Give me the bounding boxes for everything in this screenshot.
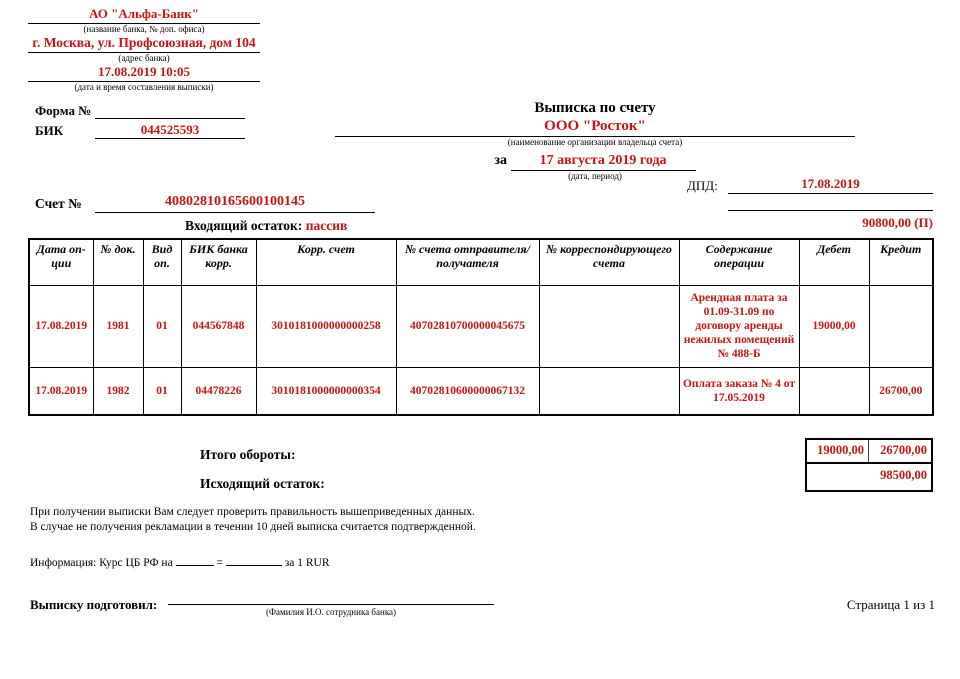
col-header-corr-account: № корреспондирующего счета: [539, 239, 679, 285]
exchange-rate-tail: за 1 RUR: [284, 557, 330, 569]
turnover-row: [807, 440, 931, 464]
cell-bik: 044567848: [181, 285, 256, 367]
closing-balance-label: Исходящий остаток:: [200, 476, 325, 491]
period-field: [511, 152, 696, 171]
bank-address-line: [28, 35, 260, 53]
col-header-debit: Дебет: [799, 239, 869, 285]
bik-label: БИК: [35, 123, 64, 138]
col-header-corr: Корр. счет: [256, 239, 396, 285]
statement-datetime-caption: (дата и время составления выписки): [74, 82, 214, 92]
col-header-credit: Кредит: [869, 239, 933, 285]
cell-credit: [869, 285, 933, 367]
dpd-label: ДПД:: [687, 178, 718, 193]
org-name-caption: (наименование организации владельца счета): [507, 137, 683, 147]
page-number: Страница 1 из 1: [846, 597, 935, 612]
opening-balance-row: [185, 218, 347, 234]
exchange-rate-label: Информация: Курс ЦБ РФ на: [30, 557, 173, 569]
opening-balance-label: Входящий остаток:: [185, 218, 303, 233]
turnover-credit: 26700,00: [880, 443, 927, 457]
cell-account: 40702810700000045675: [396, 285, 539, 367]
table-row: [29, 367, 933, 415]
org-name: ООО "Росток": [544, 118, 646, 134]
cell-doc: 1981: [93, 285, 143, 367]
bank-address-caption: (адрес банка): [118, 53, 170, 63]
exchange-rate-value-blank: [226, 555, 282, 566]
cell-debit: [799, 367, 869, 415]
statement-datetime: 17.08.2019 10:05: [97, 64, 191, 79]
col-header-doc: № док.: [93, 239, 143, 285]
col-header-description: Содержание операции: [679, 239, 799, 285]
cell-op-type: 01: [143, 367, 181, 415]
opening-balance-line: [728, 203, 933, 211]
cell-op-type: 01: [143, 285, 181, 367]
period-prefix: за: [494, 153, 508, 168]
cell-doc: 1982: [93, 367, 143, 415]
cell-date: 17.08.2019: [29, 367, 93, 415]
statement-title: Выписка по счету: [534, 100, 656, 116]
org-name-line: [335, 117, 855, 137]
account-number-value: 40802810165600100145: [165, 194, 305, 209]
title-block: [335, 100, 855, 182]
turnover-label: Итого обороты:: [200, 447, 296, 462]
period-row: [335, 152, 855, 171]
dpd-value: 17.08.2019: [801, 176, 860, 191]
cell-corr: 3010181000000000258: [256, 285, 396, 367]
operations-table: [28, 238, 934, 416]
form-number-field: [95, 102, 245, 119]
bik-field: [95, 122, 245, 139]
period-caption: (дата, период): [568, 171, 622, 181]
verification-note-2: В случае не получения рекламации в течении 10 дней выписка считается подтвержденной.: [30, 521, 476, 533]
closing-balance-value: 98500,00: [880, 468, 927, 482]
cell-corr-account: [539, 367, 679, 415]
opening-balance-amount: 90800,00 (П): [862, 215, 933, 230]
bank-address: г. Москва, ул. Профсоюзная, дом 104: [32, 35, 256, 50]
col-header-op-type: Вид оп.: [143, 239, 181, 285]
statement-datetime-line: [28, 64, 260, 82]
bank-name-line: [28, 6, 260, 24]
prepared-by-signature-line: [168, 592, 494, 605]
table-row: [29, 285, 933, 367]
opening-balance-type: пассив: [305, 218, 348, 233]
bank-name-caption: (название банка, № доп. офиса): [83, 24, 205, 34]
prepared-by-caption: (Фамилия И.О. сотрудника банка): [265, 607, 397, 617]
form-number-label: Форма №: [35, 103, 92, 118]
exchange-rate-line: [30, 555, 330, 571]
prepared-by-label: Выписку подготовил:: [30, 597, 158, 612]
equals-sign: =: [216, 557, 223, 569]
turnover-debit: 19000,00: [807, 440, 869, 462]
totals-box: [805, 438, 933, 492]
cell-corr: 3010181000000000354: [256, 367, 396, 415]
bank-header: [28, 6, 260, 93]
col-header-bik: БИК банка корр.: [181, 239, 256, 285]
cell-account: 40702810600000067132: [396, 367, 539, 415]
col-header-date: Дата оп-ции: [29, 239, 93, 285]
table-header-row: [29, 239, 933, 285]
period-value: 17 августа 2019 года: [539, 153, 667, 168]
cell-description: Арендная плата за 01.09-31.09 по договору аренды нежилых помещений № 488-Б: [679, 285, 799, 367]
cell-description: Оплата заказа № 4 от 17.05.2019: [679, 367, 799, 415]
cell-date: 17.08.2019: [29, 285, 93, 367]
bank-name: АО "Альфа-Банк": [89, 6, 199, 21]
cell-debit: 19000,00: [799, 285, 869, 367]
account-number-field: [95, 194, 375, 213]
col-header-account: № счета отправителя/ получателя: [396, 239, 539, 285]
bik-value: 044525593: [140, 122, 200, 137]
account-number-label: Счет №: [35, 196, 82, 211]
verification-note-1: При получении выписки Вам следует проверить правильность вышеприведенных данных.: [30, 506, 475, 518]
cell-credit: 26700,00: [869, 367, 933, 415]
dpd-field: [728, 176, 933, 194]
opening-balance-amount-wrap: [728, 215, 933, 231]
exchange-rate-date-blank: [176, 555, 214, 566]
cell-corr-account: [539, 285, 679, 367]
cell-bik: 04478226: [181, 367, 256, 415]
